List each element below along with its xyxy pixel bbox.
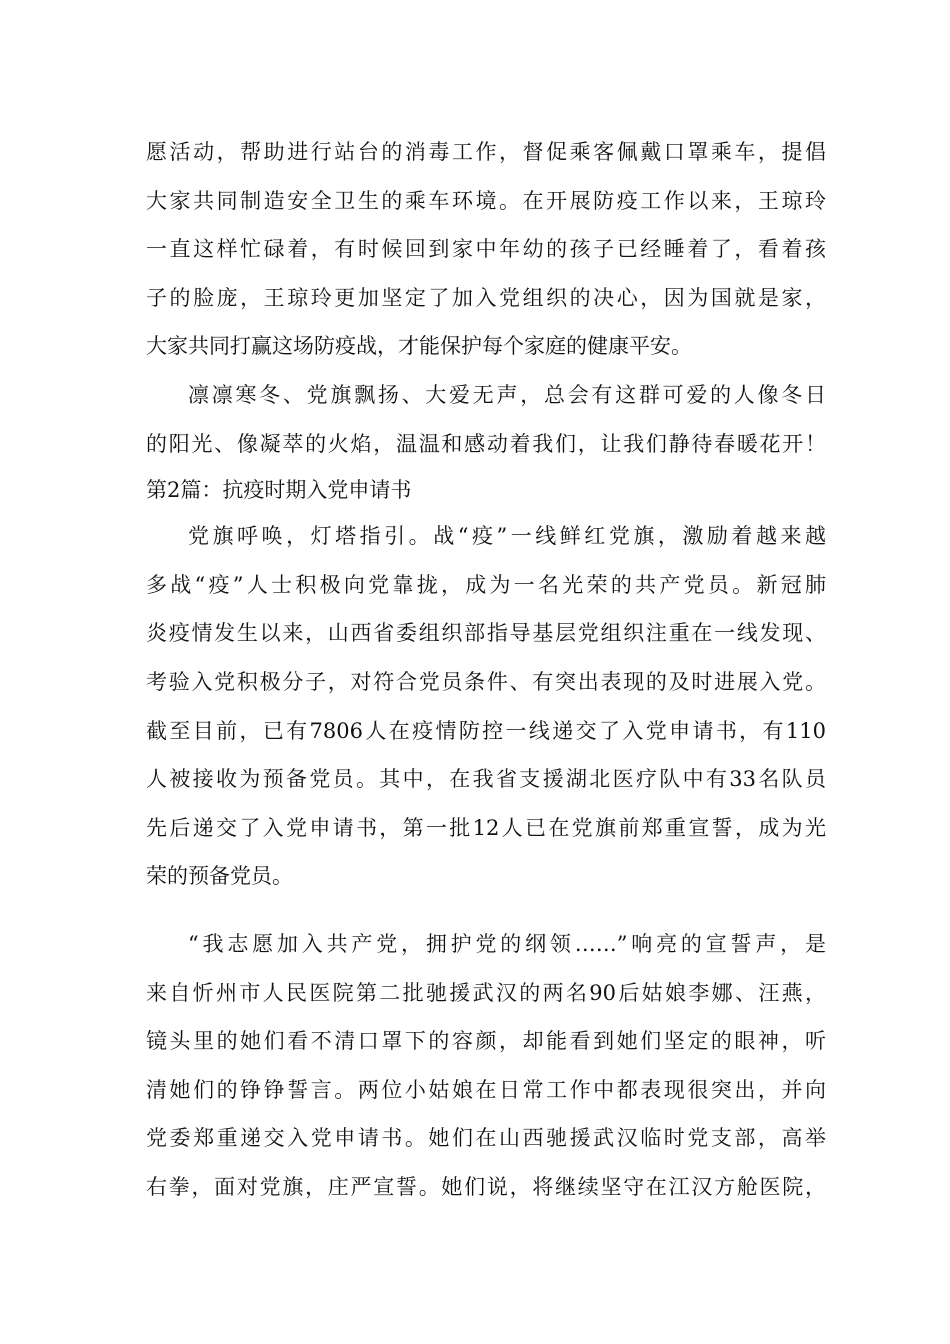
paragraph-3	[146, 512, 826, 901]
paragraph-gap	[146, 901, 826, 920]
text-line: 荣的预备党员。	[146, 864, 293, 889]
text-line: 党旗呼唤，灯塔指引。战“疫”一线鲜红党旗，激励着越来越	[188, 524, 826, 549]
text-line: “我志愿加入共产党，拥护党的纲领……”响亮的宣誓声，是	[188, 931, 826, 956]
text-line: 的阳光、像凝萃的火焰，温温和感动着我们，让我们静待春暖花开！	[146, 431, 826, 456]
text-line: 人被接收为预备党员。其中，在我省支援湖北医疗队中有33名队员	[146, 767, 826, 792]
paragraph-2	[146, 371, 826, 468]
text-line: 炎疫情发生以来，山西省委组织部指导基层党组织注重在一线发现、	[146, 621, 826, 646]
document-body	[146, 128, 826, 1211]
text-line: 党委郑重递交入党申请书。她们在山西驰援武汉临时党支部，高举	[146, 1126, 826, 1151]
text-line: 愿活动，帮助进行站台的消毒工作，督促乘客佩戴口罩乘车，提倡	[146, 140, 826, 164]
text-line: 凛凛寒冬、党旗飘扬、大爱无声，总会有这群可爱的人像冬日	[188, 382, 826, 407]
text-line: 大家共同打赢这场防疫战，才能保护每个家庭的健康平安。	[146, 334, 692, 359]
text-line: 清她们的铮铮誓言。两位小姑娘在日常工作中都表现很突出，并向	[146, 1077, 826, 1102]
text-line: 多战“疫”人士积极向党靠拢，成为一名光荣的共产党员。新冠肺	[146, 572, 826, 597]
text-line: 考验入党积极分子，对符合党员条件、有突出表现的及时进展入党。	[146, 669, 826, 694]
text-line: 子的脸庞，王琼玲更加坚定了加入党组织的决心，因为国就是家，	[146, 285, 826, 310]
text-line: 大家共同制造安全卫生的乘车环境。在开展防疫工作以来，王琼玲	[146, 188, 826, 213]
text-line: 一直这样忙碌着，有时候回到家中年幼的孩子已经睡着了，看着孩	[146, 237, 826, 262]
text-line: 截至目前，已有7806人在疫情防控一线递交了入党申请书，有110	[146, 718, 826, 743]
heading-text: 第2篇：抗疫时期入党申请书	[146, 478, 412, 503]
text-line: 右拳，面对党旗，庄严宣誓。她们说，将继续坚守在江汉方舱医院，	[146, 1174, 826, 1199]
text-line: 来自忻州市人民医院第二批驰援武汉的两名90后姑娘李娜、汪燕，	[146, 980, 826, 1005]
text-line: 镜头里的她们看不清口罩下的容颜，却能看到她们坚定的眼神，听	[146, 1029, 826, 1054]
paragraph-4	[146, 920, 826, 1212]
text-line: 先后递交了入党申请书，第一批12人已在党旗前郑重宣誓，成为光	[146, 815, 826, 840]
section-heading	[146, 468, 826, 512]
paragraph-1	[146, 128, 826, 371]
